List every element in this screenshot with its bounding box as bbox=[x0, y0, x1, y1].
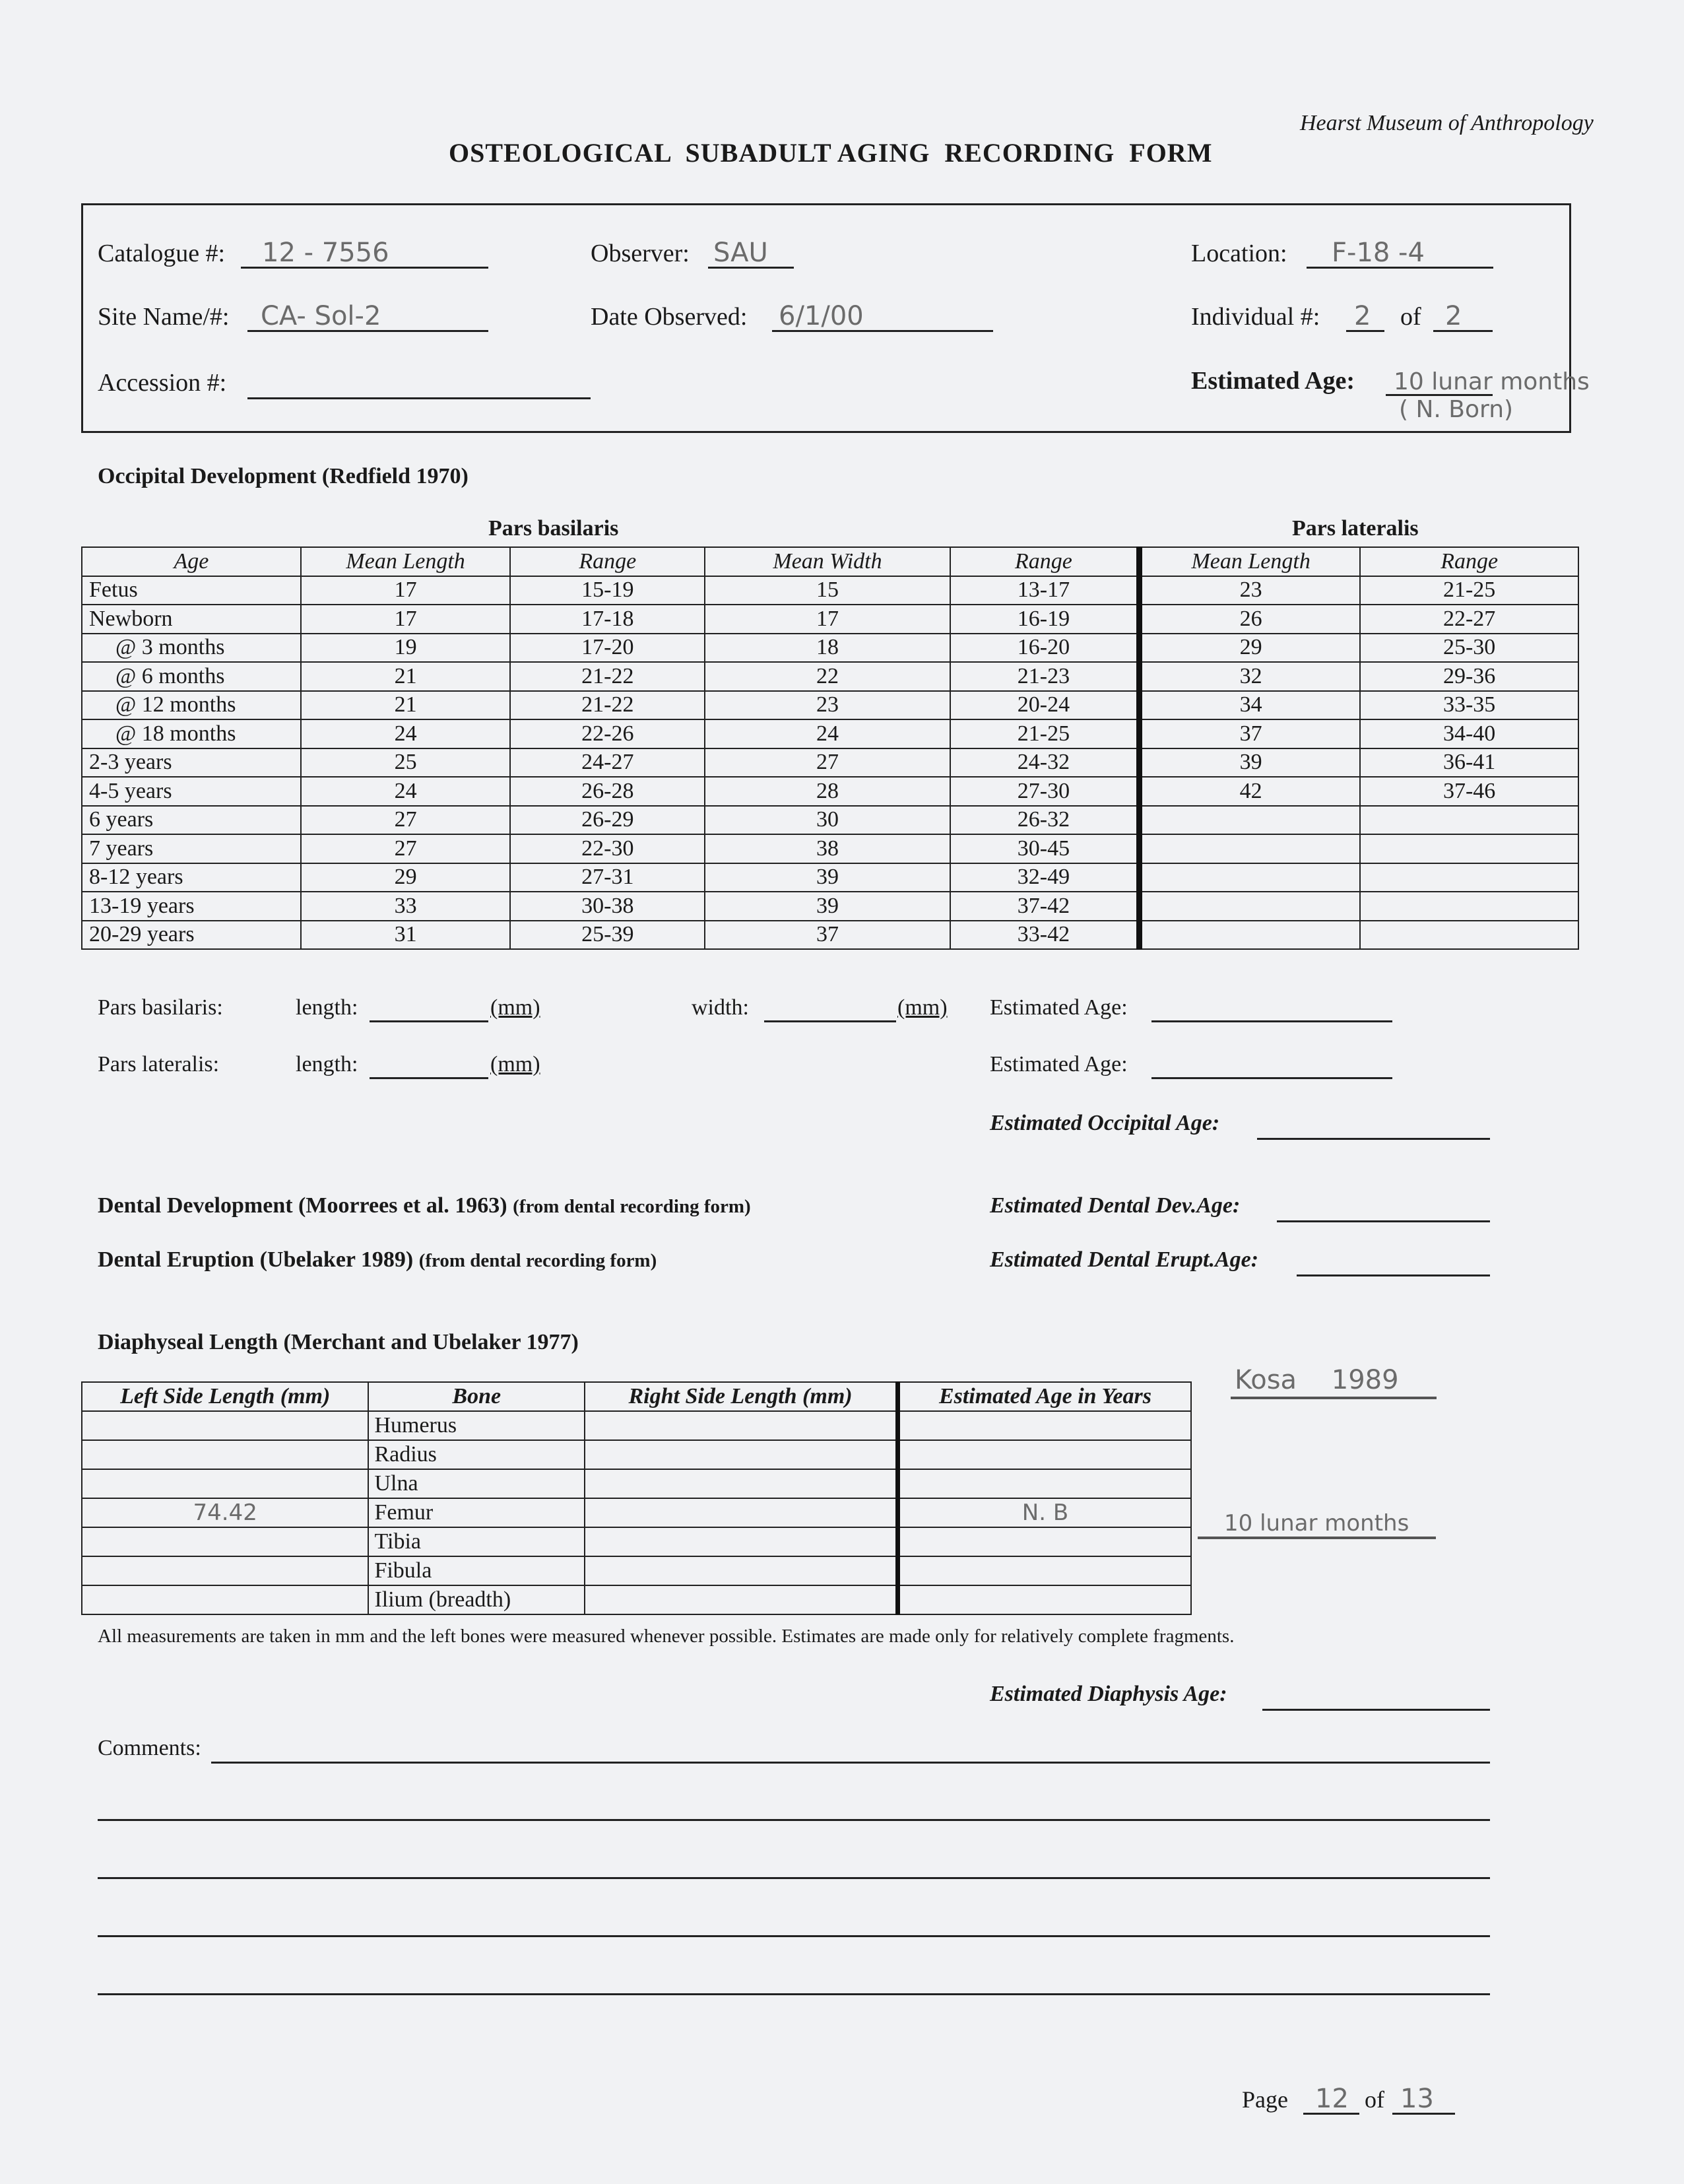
est-dental-erupt-age-label: Estimated Dental Erupt.Age: bbox=[990, 1247, 1259, 1272]
occipital-value-cell: 23 bbox=[1140, 576, 1361, 605]
occipital-value-cell: 21-23 bbox=[950, 662, 1140, 691]
margin-note-age: 10 lunar months bbox=[1198, 1510, 1436, 1539]
site-label: Site Name/#: bbox=[98, 303, 230, 331]
occipital-value-cell: 30-38 bbox=[510, 892, 705, 921]
dental-eruption-title-text: Dental Eruption (Ubelaker 1989) bbox=[98, 1247, 414, 1272]
occipital-col-header: Mean Length bbox=[301, 547, 511, 576]
occipital-value-cell: 19 bbox=[301, 634, 511, 663]
measurement-footnote: All measurements are taken in mm and the left bones were measured whenever possible. Estimates are made only for relatively complete fragments. bbox=[98, 1626, 1235, 1647]
occipital-age-cell: 2-3 years bbox=[82, 748, 301, 778]
occipital-value-cell: 25-39 bbox=[510, 921, 705, 950]
occipital-col-header: Range bbox=[510, 547, 705, 576]
occipital-age-cell: 4-5 years bbox=[82, 777, 301, 806]
dental-development-title-text: Dental Development (Moorrees et al. 1963) bbox=[98, 1193, 507, 1218]
diaphyseal-row bbox=[82, 1498, 1191, 1527]
accession-label: Accession #: bbox=[98, 369, 227, 397]
diaphyseal-left-cell[interactable] bbox=[82, 1440, 368, 1469]
occipital-value-cell: 21-25 bbox=[950, 719, 1140, 748]
occipital-row bbox=[82, 605, 1578, 634]
site-field[interactable] bbox=[247, 301, 488, 332]
occipital-value-cell bbox=[1360, 806, 1578, 835]
diaphyseal-left-cell[interactable] bbox=[82, 1527, 368, 1556]
occipital-age-cell: 20-29 years bbox=[82, 921, 301, 950]
diaphyseal-right-cell[interactable] bbox=[585, 1411, 897, 1440]
occipital-value-cell bbox=[1140, 834, 1361, 863]
basilaris-est-age-label: Estimated Age: bbox=[990, 995, 1128, 1020]
diaphyseal-age-cell[interactable] bbox=[897, 1585, 1191, 1614]
dental-eruption-note: (from dental recording form) bbox=[418, 1250, 657, 1271]
occipital-value-cell: 36-41 bbox=[1360, 748, 1578, 778]
occipital-row bbox=[82, 662, 1578, 691]
occipital-value-cell: 39 bbox=[1140, 748, 1361, 778]
occipital-value-cell: 17 bbox=[705, 605, 950, 634]
individual-of-label: of bbox=[1400, 303, 1421, 331]
est-dental-dev-age-label: Estimated Dental Dev.Age: bbox=[990, 1193, 1241, 1218]
occipital-value-cell: 32-49 bbox=[950, 863, 1140, 892]
occipital-value-cell: 22-30 bbox=[510, 834, 705, 863]
museum-name: Hearst Museum of Anthropology bbox=[1300, 111, 1594, 135]
occipital-value-cell: 22-27 bbox=[1360, 605, 1578, 634]
lateralis-est-age-label: Estimated Age: bbox=[990, 1052, 1128, 1076]
diaphyseal-right-cell[interactable] bbox=[585, 1556, 897, 1585]
occipital-value-cell: 39 bbox=[705, 892, 950, 921]
diaphyseal-section-title: Diaphyseal Length (Merchant and Ubelaker 1977) bbox=[98, 1330, 579, 1354]
occipital-value-cell: 29 bbox=[1140, 634, 1361, 663]
comments-line-3[interactable] bbox=[98, 1848, 1490, 1879]
diaphyseal-col-header: Bone bbox=[368, 1382, 585, 1411]
occipital-row bbox=[82, 863, 1578, 892]
page-of-label: of bbox=[1365, 2086, 1384, 2113]
observer-field[interactable] bbox=[708, 238, 794, 269]
form-title: OSTEOLOGICAL SUBADULT AGING RECORDING FORM bbox=[449, 138, 1213, 168]
pars-basilaris-label: Pars basilaris: bbox=[98, 995, 223, 1020]
occipital-value-cell: 13-17 bbox=[950, 576, 1140, 605]
occipital-value-cell: 24 bbox=[301, 777, 511, 806]
occipital-value-cell: 26 bbox=[1140, 605, 1361, 634]
occipital-section-title: Occipital Development (Redfield 1970) bbox=[98, 464, 469, 488]
occipital-age-cell: @ 12 months bbox=[82, 691, 301, 720]
individual-total-value: 2 bbox=[1445, 301, 1462, 331]
catalogue-field[interactable] bbox=[241, 238, 488, 269]
occipital-value-cell: 17-20 bbox=[510, 634, 705, 663]
occipital-value-cell bbox=[1140, 892, 1361, 921]
diaphyseal-left-cell[interactable] bbox=[82, 1469, 368, 1498]
occipital-value-cell: 27-30 bbox=[950, 777, 1140, 806]
occipital-value-cell: 24 bbox=[705, 719, 950, 748]
catalogue-label: Catalogue #: bbox=[98, 240, 226, 267]
occipital-age-cell: 8-12 years bbox=[82, 863, 301, 892]
diaphyseal-col-header: Right Side Length (mm) bbox=[585, 1382, 897, 1411]
diaphyseal-age-cell[interactable] bbox=[897, 1556, 1191, 1585]
basilaris-width-label: width: bbox=[692, 995, 749, 1020]
diaphyseal-age-cell[interactable] bbox=[897, 1527, 1191, 1556]
est-occipital-age-label: Estimated Occipital Age: bbox=[990, 1111, 1220, 1135]
diaphyseal-age-cell[interactable] bbox=[897, 1440, 1191, 1469]
location-label: Location: bbox=[1191, 240, 1287, 267]
occipital-value-cell: 17 bbox=[301, 576, 511, 605]
occipital-value-cell: 42 bbox=[1140, 777, 1361, 806]
occipital-value-cell bbox=[1360, 921, 1578, 950]
occipital-value-cell bbox=[1140, 921, 1361, 950]
date-value: 6/1/00 bbox=[779, 301, 864, 331]
diaphyseal-row bbox=[82, 1527, 1191, 1556]
occipital-value-cell bbox=[1140, 863, 1361, 892]
occipital-value-cell: 37-42 bbox=[950, 892, 1140, 921]
occipital-value-cell: 24 bbox=[301, 719, 511, 748]
diaphyseal-age-cell[interactable] bbox=[897, 1411, 1191, 1440]
occipital-age-cell: Fetus bbox=[82, 576, 301, 605]
comments-line-4[interactable] bbox=[98, 1906, 1490, 1937]
occipital-age-cell: @ 6 months bbox=[82, 662, 301, 691]
occipital-value-cell: 20-24 bbox=[950, 691, 1140, 720]
individual-field[interactable] bbox=[1346, 301, 1384, 332]
occipital-value-cell bbox=[1360, 892, 1578, 921]
occipital-value-cell: 21-22 bbox=[510, 691, 705, 720]
occipital-value-cell bbox=[1140, 806, 1361, 835]
occipital-age-cell: @ 3 months bbox=[82, 634, 301, 663]
occipital-row bbox=[82, 834, 1578, 863]
diaphyseal-row bbox=[82, 1411, 1191, 1440]
occipital-value-cell: 34-40 bbox=[1360, 719, 1578, 748]
date-label: Date Observed: bbox=[591, 303, 748, 331]
page-number-field[interactable] bbox=[1303, 2084, 1359, 2115]
occipital-value-cell: 16-20 bbox=[950, 634, 1140, 663]
catalogue-value: 12 - 7556 bbox=[262, 238, 389, 268]
occipital-row bbox=[82, 691, 1578, 720]
accession-field[interactable] bbox=[247, 368, 591, 399]
margin-note-reference: Kosa 1989 bbox=[1231, 1365, 1437, 1399]
location-field[interactable] bbox=[1307, 238, 1493, 269]
page-number-value: 12 bbox=[1315, 2084, 1349, 2114]
pars-lateralis-label: Pars lateralis: bbox=[98, 1052, 220, 1076]
occipital-value-cell: 17 bbox=[301, 605, 511, 634]
page-total-field[interactable] bbox=[1392, 2084, 1455, 2115]
occipital-value-cell: 32 bbox=[1140, 662, 1361, 691]
diaphyseal-bone-cell: Femur bbox=[368, 1498, 585, 1527]
individual-total-field[interactable] bbox=[1433, 301, 1493, 332]
occipital-value-cell: 31 bbox=[301, 921, 511, 950]
occipital-value-cell: 21 bbox=[301, 662, 511, 691]
estimated-age-label: Estimated Age: bbox=[1191, 367, 1355, 395]
occipital-value-cell: 28 bbox=[705, 777, 950, 806]
diaphyseal-right-cell[interactable] bbox=[585, 1498, 897, 1527]
comments-line-1[interactable] bbox=[211, 1733, 1490, 1764]
occipital-row bbox=[82, 777, 1578, 806]
lateralis-length-input[interactable] bbox=[370, 1048, 488, 1079]
diaphyseal-row bbox=[82, 1469, 1191, 1498]
occipital-value-cell: 29-36 bbox=[1360, 662, 1578, 691]
occipital-row bbox=[82, 634, 1578, 663]
basilaris-est-age-input[interactable] bbox=[1151, 991, 1392, 1022]
diaphyseal-col-header: Left Side Length (mm) bbox=[82, 1382, 368, 1411]
occipital-value-cell: 16-19 bbox=[950, 605, 1140, 634]
occipital-value-cell: 15 bbox=[705, 576, 950, 605]
diaphyseal-left-cell[interactable] bbox=[82, 1585, 368, 1614]
comments-line-5[interactable] bbox=[98, 1964, 1490, 1995]
estimated-age-value: 10 lunar months bbox=[1394, 368, 1590, 395]
occipital-value-cell: 25-30 bbox=[1360, 634, 1578, 663]
occipital-col-header: Age bbox=[82, 547, 301, 576]
estimated-age-field[interactable] bbox=[1386, 365, 1590, 396]
occipital-value-cell: 34 bbox=[1140, 691, 1361, 720]
diaphyseal-right-cell[interactable] bbox=[585, 1440, 897, 1469]
diaphyseal-row bbox=[82, 1440, 1191, 1469]
comments-label: Comments: bbox=[98, 1736, 201, 1760]
occipital-row bbox=[82, 576, 1578, 605]
observer-label: Observer: bbox=[591, 240, 690, 267]
diaphyseal-col-header: Estimated Age in Years bbox=[897, 1382, 1191, 1411]
occipital-value-cell: 30-45 bbox=[950, 834, 1140, 863]
est-occipital-age-input[interactable] bbox=[1257, 1109, 1490, 1140]
individual-value: 2 bbox=[1354, 301, 1371, 331]
occipital-value-cell: 27 bbox=[301, 806, 511, 835]
lateralis-length-unit: (mm) bbox=[490, 1052, 540, 1076]
est-diaphysis-age-input[interactable] bbox=[1262, 1680, 1490, 1711]
diaphyseal-right-cell[interactable] bbox=[585, 1585, 897, 1614]
diaphyseal-age-cell[interactable] bbox=[897, 1469, 1191, 1498]
lateralis-est-age-input[interactable] bbox=[1151, 1048, 1392, 1079]
occipital-value-cell: 18 bbox=[705, 634, 950, 663]
occipital-age-cell: @ 18 months bbox=[82, 719, 301, 748]
occipital-value-cell: 39 bbox=[705, 863, 950, 892]
date-field[interactable] bbox=[772, 301, 993, 332]
diaphyseal-row bbox=[82, 1585, 1191, 1614]
est-dental-erupt-age-input[interactable] bbox=[1297, 1245, 1490, 1276]
diaphyseal-age-cell[interactable]: N. B bbox=[897, 1498, 1191, 1527]
basilaris-width-unit: (mm) bbox=[897, 995, 948, 1020]
individual-label: Individual #: bbox=[1191, 303, 1320, 331]
estimated-age-note: ( N. Born) bbox=[1399, 396, 1514, 423]
diaphyseal-bone-cell: Radius bbox=[368, 1440, 585, 1469]
occipital-value-cell: 22-26 bbox=[510, 719, 705, 748]
occipital-value-cell: 37-46 bbox=[1360, 777, 1578, 806]
diaphyseal-bone-cell: Tibia bbox=[368, 1527, 585, 1556]
occipital-value-cell: 25 bbox=[301, 748, 511, 778]
occipital-value-cell: 21 bbox=[301, 691, 511, 720]
diaphyseal-row bbox=[82, 1556, 1191, 1585]
diaphyseal-bone-cell: Ilium (breadth) bbox=[368, 1585, 585, 1614]
diaphyseal-left-cell[interactable] bbox=[82, 1556, 368, 1585]
dental-development-title bbox=[98, 1193, 751, 1218]
comments-line-2[interactable] bbox=[98, 1790, 1490, 1821]
occipital-row bbox=[82, 748, 1578, 778]
occipital-value-cell: 27 bbox=[705, 748, 950, 778]
diaphyseal-right-cell[interactable] bbox=[585, 1469, 897, 1498]
diaphyseal-bone-cell: Ulna bbox=[368, 1469, 585, 1498]
site-value: CA- Sol-2 bbox=[261, 301, 381, 331]
page-label: Page bbox=[1242, 2086, 1288, 2113]
location-value: F-18 -4 bbox=[1332, 238, 1425, 268]
observer-value: SAU bbox=[713, 238, 768, 268]
diaphyseal-bone-cell: Humerus bbox=[368, 1411, 585, 1440]
occipital-col-header: Range bbox=[950, 547, 1140, 576]
basilaris-width-input[interactable] bbox=[764, 991, 896, 1022]
occipital-col-header: Range bbox=[1360, 547, 1578, 576]
occipital-row bbox=[82, 719, 1578, 748]
occipital-value-cell: 33 bbox=[301, 892, 511, 921]
occipital-value-cell: 29 bbox=[301, 863, 511, 892]
occipital-value-cell: 26-28 bbox=[510, 777, 705, 806]
occipital-value-cell: 24-32 bbox=[950, 748, 1140, 778]
occipital-value-cell: 24-27 bbox=[510, 748, 705, 778]
pars-lateralis-group-label: Pars lateralis bbox=[1292, 516, 1419, 541]
occipital-age-cell: 7 years bbox=[82, 834, 301, 863]
occipital-row bbox=[82, 892, 1578, 921]
diaphyseal-left-cell[interactable]: 74.42 bbox=[82, 1498, 368, 1527]
diaphyseal-left-cell[interactable] bbox=[82, 1411, 368, 1440]
occipital-value-cell: 26-29 bbox=[510, 806, 705, 835]
occipital-table bbox=[81, 546, 1579, 950]
basilaris-length-unit: (mm) bbox=[490, 995, 540, 1020]
basilaris-length-label: length: bbox=[296, 995, 358, 1020]
occipital-value-cell: 37 bbox=[705, 921, 950, 950]
occipital-row bbox=[82, 806, 1578, 835]
occipital-value-cell: 33-35 bbox=[1360, 691, 1578, 720]
diaphyseal-right-cell[interactable] bbox=[585, 1527, 897, 1556]
occipital-age-cell: 13-19 years bbox=[82, 892, 301, 921]
occipital-col-header: Mean Width bbox=[705, 547, 950, 576]
occipital-value-cell: 37 bbox=[1140, 719, 1361, 748]
dental-eruption-title bbox=[98, 1247, 657, 1273]
dental-development-note: (from dental recording form) bbox=[513, 1196, 751, 1217]
occipital-value-cell: 33-42 bbox=[950, 921, 1140, 950]
occipital-value-cell: 21-22 bbox=[510, 662, 705, 691]
occipital-value-cell: 30 bbox=[705, 806, 950, 835]
occipital-value-cell: 26-32 bbox=[950, 806, 1140, 835]
diaphyseal-bone-cell: Fibula bbox=[368, 1556, 585, 1585]
occipital-value-cell: 38 bbox=[705, 834, 950, 863]
basilaris-length-input[interactable] bbox=[370, 991, 488, 1022]
occipital-value-cell: 27 bbox=[301, 834, 511, 863]
diaphyseal-table bbox=[81, 1381, 1192, 1615]
occipital-age-cell: 6 years bbox=[82, 806, 301, 835]
occipital-value-cell: 17-18 bbox=[510, 605, 705, 634]
est-dental-dev-age-input[interactable] bbox=[1277, 1191, 1490, 1222]
occipital-value-cell: 21-25 bbox=[1360, 576, 1578, 605]
occipital-col-header: Mean Length bbox=[1140, 547, 1361, 576]
occipital-age-cell: Newborn bbox=[82, 605, 301, 634]
occipital-value-cell bbox=[1360, 863, 1578, 892]
occipital-value-cell bbox=[1360, 834, 1578, 863]
occipital-value-cell: 27-31 bbox=[510, 863, 705, 892]
page-total-value: 13 bbox=[1400, 2084, 1434, 2114]
lateralis-length-label: length: bbox=[296, 1052, 358, 1076]
est-diaphysis-age-label: Estimated Diaphysis Age: bbox=[990, 1682, 1227, 1706]
pars-basilaris-group-label: Pars basilaris bbox=[488, 516, 619, 541]
occipital-value-cell: 22 bbox=[705, 662, 950, 691]
occipital-value-cell: 15-19 bbox=[510, 576, 705, 605]
occipital-row bbox=[82, 921, 1578, 950]
occipital-value-cell: 23 bbox=[705, 691, 950, 720]
